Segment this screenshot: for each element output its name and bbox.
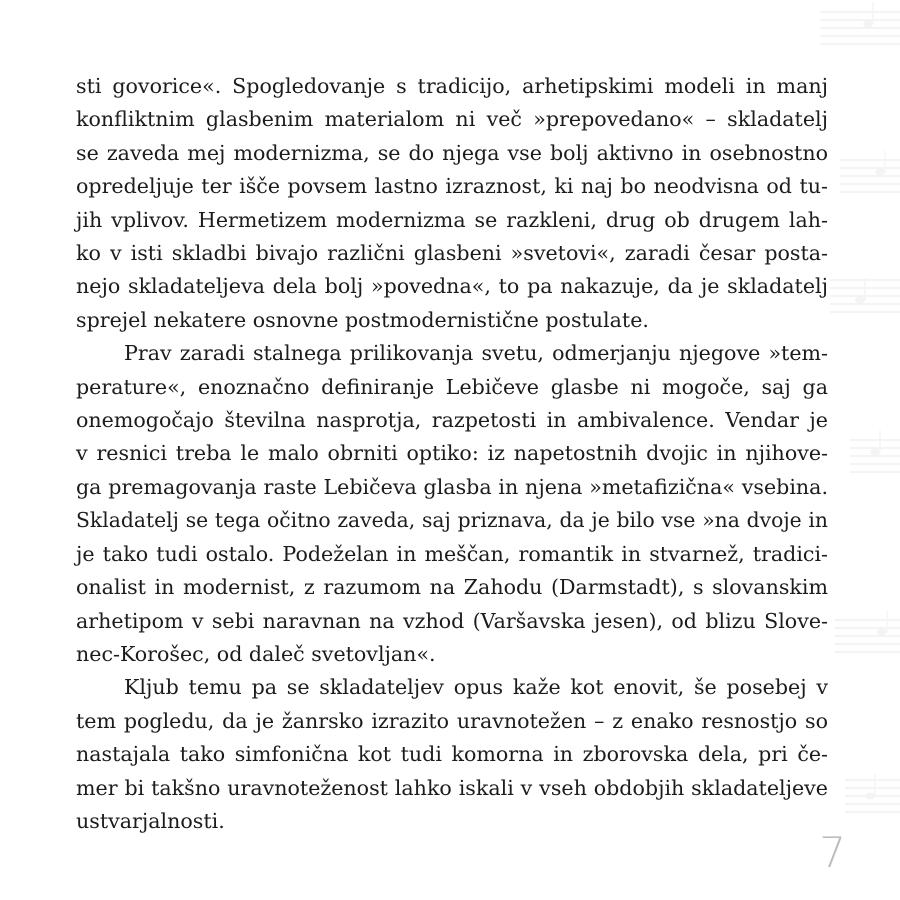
text-line: Skladatelj se tega očitno zaveda, saj priznava, da je bilo vse »na dvoje in [76,508,828,533]
text-line: se zaveda mej modernizma, se do njega vse bolj aktivno in osebnostno [76,140,828,165]
text-line: perature«, enoznačno definiranje Lebičeve glasbe ni mogoče, saj ga [76,374,828,399]
text-line: ga premagovanja raste Lebičeva glasba in njena »metafizična« vsebina. [76,474,828,499]
text-line: sti govorice«. Spogledovanje s tradicijo, arhetipskimi modeli in manj [76,74,828,98]
text-line: nastajala tako simfonična kot tudi komorna in zborovska dela, pri če- [76,742,828,767]
text-line: ko v isti skladbi bivajo različni glasbeni »svetovi«, zaradi česar posta- [76,241,828,266]
text-line: tem pogledu, da je žanrsko izrazito uravnotežen – z enako resnostjo so [76,708,828,733]
text-line: jih vplivov. Hermetizem modernizma se razkleni, drug ob drugem lah- [76,207,828,232]
text-line: nec-Korošec, od daleč svetovljan«. [76,641,436,666]
text-line: ustvarjalnosti. [76,808,225,833]
paragraph-2 [76,337,828,671]
text-line: arhetipom v sebi naravnan na vzhod (Varšavska jesen), od blizu Slove- [76,608,828,633]
page-number: 7 [819,828,846,877]
text-line: sprejel nekatere osnovne postmodernistične postulate. [76,307,649,332]
text-line: Kljub temu pa se skladateljev opus kaže kot enovit, še posebej v [124,675,828,700]
text-line: v resnici treba le malo obrniti optiko: iz napetostnih dvojic in njihove- [76,441,828,466]
paragraph-1 [76,70,828,337]
text-line: je tako tudi ostalo. Podeželan in meščan, romantik in stvarnež, tradici- [76,541,828,566]
text-line: onalist in modernist, z razumom na Zahodu (Darmstadt), s slovanskim [76,575,828,600]
music-staff-decoration [820,0,900,900]
text-line: onemogočajo številna nasprotja, razpetosti in ambivalence. Vendar je [76,408,828,433]
text-line: nejo skladateljeva dela bolj »povedna«, to pa nakazuje, da je skladatelj [76,274,828,299]
body-text [76,70,828,838]
text-line: Prav zaradi stalnega prilikovanja svetu, odmerjanju njegove »tem- [124,341,828,366]
text-line: konfliktnim glasbenim materialom ni več »prepovedano« – skladatelj [76,107,828,132]
text-line: mer bi takšno uravnoteženost lahko iskali v vseh obdobjih skladateljeve [76,775,828,800]
text-line: opredeljuje ter išče povsem lastno izraznost, ki naj bo neodvisna od tu- [76,174,828,199]
paragraph-3 [76,671,828,838]
